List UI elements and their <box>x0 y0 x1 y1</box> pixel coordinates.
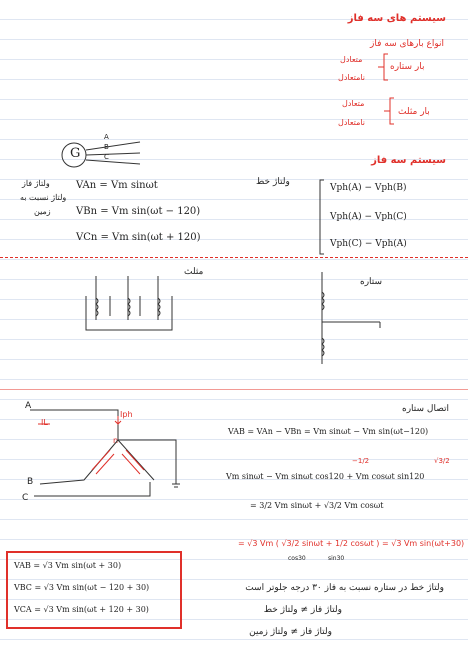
derivation-line-2: Vm sinωt − Vm sinωt cos120 + Vm cosωt sin120 <box>226 472 425 481</box>
star-bracket <box>378 54 388 80</box>
phase-voltage-note-1: ولتاژ فاز <box>22 179 50 188</box>
annotation-minus-half: −1/2 <box>352 457 370 465</box>
phase-current-label: Iph <box>120 410 133 419</box>
iph-marker <box>115 416 121 424</box>
page-title: سیستم های سه فاز <box>347 13 446 24</box>
phase-eq-b: VBn = Vm sin(ωt − 120) <box>76 206 201 217</box>
delta-sketch-label: مثلث <box>184 267 204 277</box>
line-eq-3: Vph(C) − Vph(A) <box>330 239 407 249</box>
star-sketch <box>322 272 383 364</box>
generator-circle <box>62 143 86 167</box>
star-terminal-b: B <box>27 477 34 487</box>
star-balanced: متعادل <box>340 55 363 64</box>
delta-bracket <box>384 98 394 124</box>
coil-left <box>92 450 114 474</box>
derivation-line-3: = 3/2 Vm sinωt + √3/2 Vm cosωt <box>250 501 384 510</box>
delta-balanced: متعادل <box>342 99 365 108</box>
coil-right <box>122 450 144 474</box>
terminal-c: C <box>104 153 109 161</box>
star-circuit <box>30 410 180 496</box>
result-vca: VCA = √3 Vm sin(ωt + 120 + 30) <box>14 605 149 614</box>
line-eq-1: Vph(A) − Vph(B) <box>330 183 407 193</box>
star-load-label: بار ستاره <box>390 62 425 72</box>
phase-voltage-note-2: ولتاژ نسبت به <box>20 193 67 202</box>
annotation-cos30: cos30 <box>288 555 306 562</box>
load-types-heading: انواع بارهای سه فاز <box>370 39 444 49</box>
star-unbalanced: نامتعادل <box>338 73 366 82</box>
result-vbc: VBC = √3 Vm sin(ωt − 120 + 30) <box>14 583 150 592</box>
star-terminal-a: A <box>25 401 32 411</box>
line-current-label: IL <box>41 418 48 427</box>
result-vab: VAB = √3 Vm sin(ωt + 30) <box>14 561 122 570</box>
star-terminal-c: C <box>22 493 29 503</box>
star-connection-title: اتصال ستاره <box>402 404 450 414</box>
terminal-a: A <box>104 133 109 141</box>
line-voltage-note: ولتاژ خط <box>256 177 290 187</box>
line-voltage-bracket <box>320 180 324 254</box>
phase-voltage-note-3: زمین <box>34 207 51 216</box>
line-eq-2: Vph(A) − Vph(C) <box>330 212 407 222</box>
neutral-node-label: n <box>113 436 119 445</box>
note-line-3: ولتاژ فاز ≠ ولتاژ زمین <box>249 627 332 637</box>
phase-eq-a: VAn = Vm sinωt <box>76 180 158 191</box>
delta-unbalanced: نامتعادل <box>338 118 366 127</box>
annotation-sin30: sin30 <box>328 555 345 562</box>
note-line-1: ولتاژ خط در ستاره نسبت به فاز ۳۰ درجه جلوتر است <box>245 583 444 593</box>
terminal-b: B <box>104 143 109 151</box>
three-phase-title: سیستم سه فاز <box>371 155 446 166</box>
derivation-line-4: = √3 Vm ( √3/2 sinωt + 1/2 cosωt ) = √3 Vm sin(ωt+30) <box>238 539 465 548</box>
annotation-sqrt3-half: √3/2 <box>434 457 450 465</box>
derivation-line-1: VAB = VAn − VBn = Vm sinωt − Vm sin(ωt−120) <box>228 427 429 436</box>
note-line-2: ولتاژ فاز ≠ ولتاژ خط <box>263 605 342 615</box>
generator-letter: G <box>70 146 81 161</box>
star-sketch-label: ستاره <box>360 277 383 287</box>
phase-eq-c: VCn = Vm sin(ωt + 120) <box>76 232 201 243</box>
delta-load-label: بار مثلث <box>398 107 430 117</box>
